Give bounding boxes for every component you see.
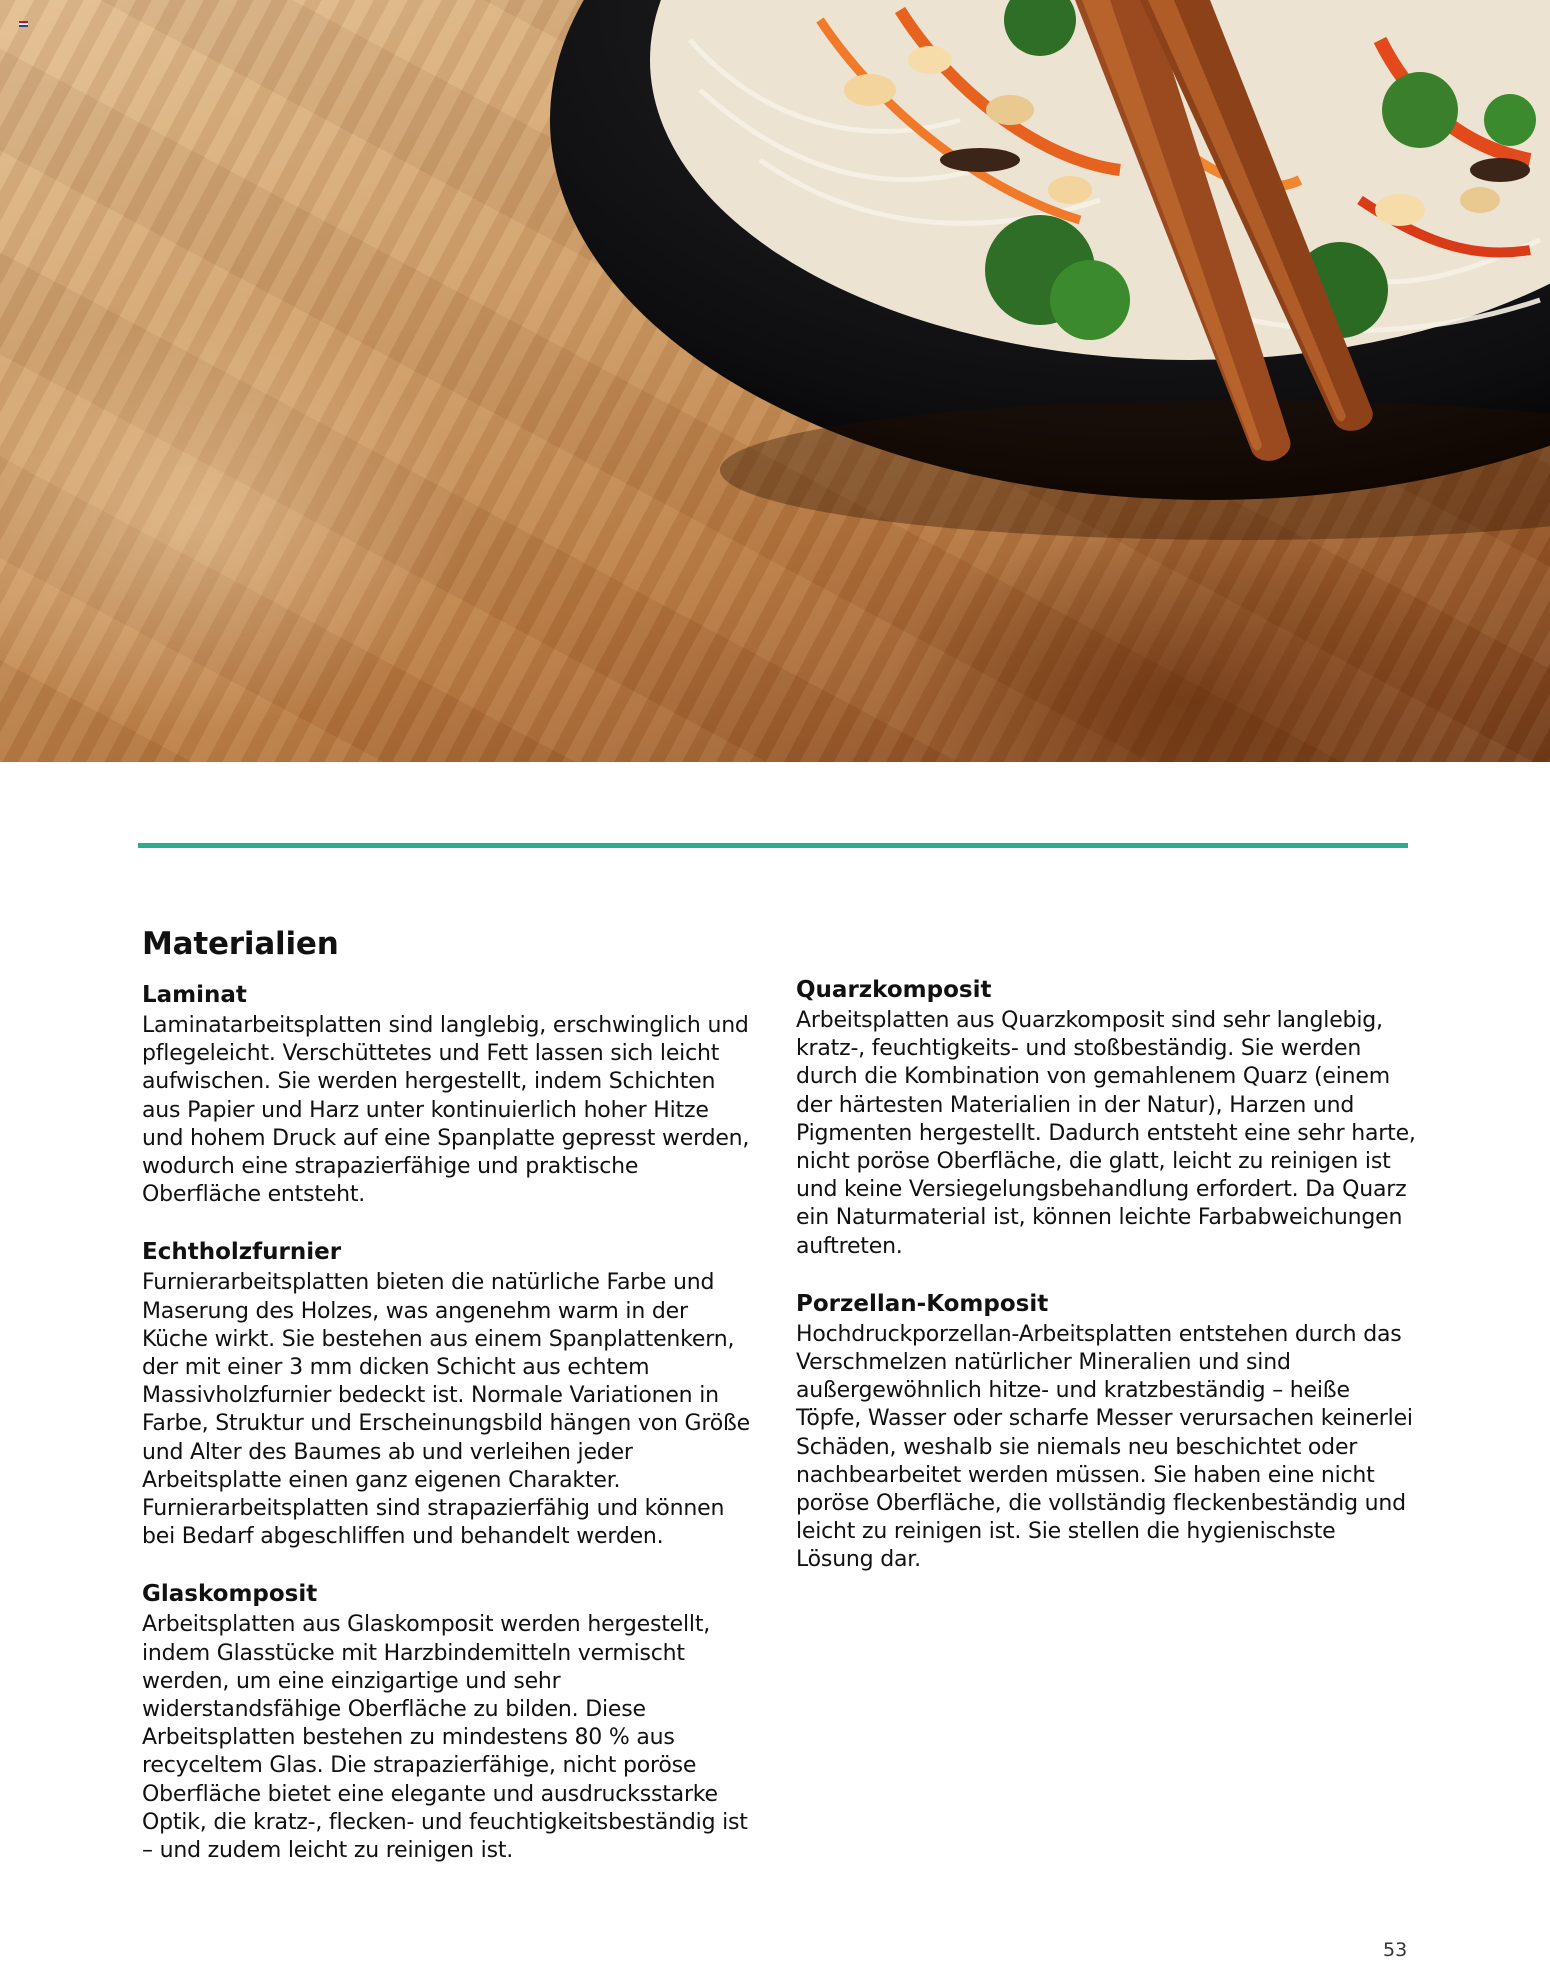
left-column — [142, 920, 754, 1891]
section-text: Arbeitsplatten aus Quarzkomposit sind sehr langlebig, kratz-, feuchtigkeits- und stoßbeständig. Sie werden durch die Kombination von gemahlenem Quarz (einem der härtesten Materialien in der Natur), Harzen und Pigmenten hergestellt. Dadurch entsteht eine sehr harte, nicht poröse Oberfläche, die glatt, leicht zu reinigen ist und keine Versiegelungsbehandlung erfordert. Da Quarz ein Naturmaterial ist, können leichte Farbabweichungen auftreten. — [796, 1008, 1416, 1259]
section-heading: Laminat — [142, 982, 247, 1008]
section-echtholzfurnier — [142, 1235, 754, 1551]
section-text: Furnierarbeitsplatten bieten die natürliche Farbe und Maserung des Holzes, was angenehm warm in der Küche wirkt. Sie bestehen aus einem Spanplattenkern, der mit einer 3 mm dicken Schicht aus echtem Massivholzfurnier bedeckt ist. Normale Variationen in Farbe, Struktur und Erscheinungsbild hängen von Größe und Alter des Baumes ab und verleihen jeder Arbeitsplatte einen ganz eigenen Charakter. Furnierarbeitsplatten sind strapazierfähig und können bei Bedarf abgeschliffen und behandelt werden. — [142, 1270, 750, 1550]
section-porzellan-komposit — [796, 1287, 1416, 1575]
section-text: Arbeitsplatten aus Glaskomposit werden hergestellt, indem Glasstücke mit Harzbindemitteln vermischt werden, um eine einzigartige und sehr widerstandsfähige Oberfläche zu bilden. Diese Arbeitsplatten bestehen zu mindestens 80 % aus recyceltem Glas. Die strapazierfähige, nicht poröse Oberfläche bietet eine elegante und ausdrucksstarke Optik, die kratz-, flecken- und feuchtigkeitsbeständig ist – und zudem leicht zu reinigen ist. — [142, 1612, 748, 1864]
page-title: Materialien — [142, 926, 339, 962]
section-heading: Echtholzfurnier — [142, 1239, 342, 1266]
section-glaskomposit — [142, 1577, 754, 1865]
section-text: Laminatarbeitsplatten sind langlebig, erschwinglich und pflegeleicht. Verschüttetes und Fett lassen sich leicht aufwischen. Sie werden hergestellt, indem Schichten aus Papier und Harz unter kontinuierlich hoher Hitze und hohem Druck auf eine Spanplatte gepresst werden, wodurch eine strapazierfähige und praktische Oberfläche entsteht. — [142, 1013, 750, 1208]
section-heading: Quarzkomposit — [796, 977, 992, 1003]
section-quarzkomposit — [796, 973, 1416, 1261]
accent-divider — [138, 843, 1408, 848]
page-number: 53 — [1383, 1939, 1408, 1961]
section-heading: Glaskomposit — [142, 1581, 318, 1608]
section-heading: Porzellan-Komposit — [796, 1290, 1049, 1317]
netherlands-flag-icon — [19, 21, 28, 27]
section-text: Hochdruckporzellan-Arbeitsplatten entstehen durch das Verschmelzen natürlicher Mineralien und sind außergewöhnlich hitze- und kratzbeständig – heiße Töpfe, Wasser oder scharfe Messer verursachen keinerlei Schäden, weshalb sie niemals neu beschichtet oder nachbearbeitet werden müssen. Sie haben eine nicht poröse Oberfläche, die vollständig fleckenbeständig und leicht zu reinigen ist. Sie stellen die hygienischste Lösung dar. — [796, 1321, 1413, 1573]
food-bowl-illustration — [0, 0, 1550, 762]
section-laminat — [142, 978, 754, 1209]
right-column — [796, 973, 1416, 1601]
hero-image — [0, 0, 1550, 762]
